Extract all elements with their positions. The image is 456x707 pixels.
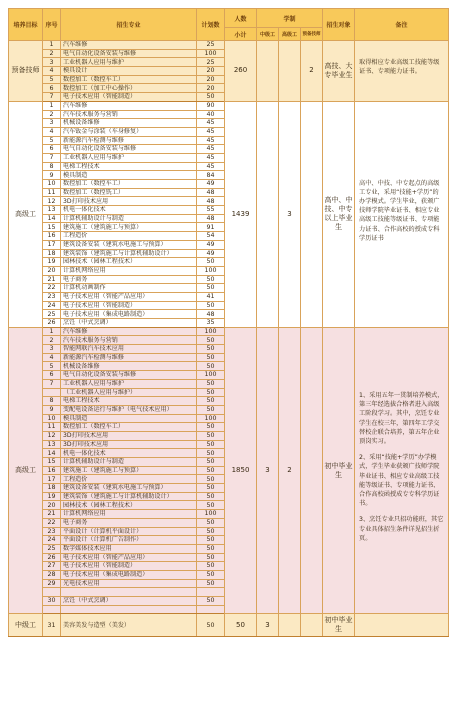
row-major: 机械设备维修 xyxy=(61,119,197,128)
row-major: 新能源汽车检测与维修 xyxy=(61,136,197,145)
row-plan: 100 xyxy=(197,49,225,58)
row-major: 汽车钣金与涂装（车身修复） xyxy=(61,127,197,136)
row-seq: 6 xyxy=(43,145,61,154)
section-sys-high: 3 xyxy=(279,101,301,327)
row-major: 电子技术应用（智能制造） xyxy=(61,301,197,310)
row-major: 汽车技术服务与营销 xyxy=(61,110,197,119)
row-major: 汽车维修 xyxy=(61,101,197,110)
section-sys-high xyxy=(279,41,301,102)
row-major: 建筑设备安装（建筑水电施工与预算） xyxy=(61,240,197,249)
row-major: 汽车技术服务与营销 xyxy=(61,336,197,345)
row-major: 电子技术应用（智能产品应用） xyxy=(61,553,197,562)
row-plan: 100 xyxy=(197,371,225,380)
row-seq: 3 xyxy=(43,119,61,128)
row-major: 电梯工程技术 xyxy=(61,162,197,171)
row-plan: 41 xyxy=(197,292,225,301)
row-seq: 26 xyxy=(43,553,61,562)
row-seq: 10 xyxy=(43,414,61,423)
section-sys-high xyxy=(279,614,301,637)
row-major xyxy=(61,588,197,597)
section-sys-pre: 2 xyxy=(301,41,323,102)
header-major: 招生专业 xyxy=(61,9,197,41)
section-remark xyxy=(355,614,449,637)
row-seq: 29 xyxy=(43,579,61,588)
row-seq: 1 xyxy=(43,101,61,110)
row-major: 建筑装饰（建筑施工与计算机辅助设计） xyxy=(61,249,197,258)
row-seq: 20 xyxy=(43,266,61,275)
row-plan: 50 xyxy=(197,397,225,406)
row-major: 建筑施工（建筑施工与预算） xyxy=(61,223,197,232)
row-major: 电气自动化设备安装与维修 xyxy=(61,145,197,154)
row-plan: 55 xyxy=(197,206,225,215)
row-seq: 14 xyxy=(43,449,61,458)
row-plan: 45 xyxy=(197,153,225,162)
row-major: 工业机器人应用与维护 xyxy=(61,58,197,67)
row-seq: 18 xyxy=(43,484,61,493)
remark-paragraph: 取得相应专业高级工技能等级证书、专项能力证书。 xyxy=(359,59,440,76)
row-seq: 23 xyxy=(43,527,61,536)
row-major: 模具制造 xyxy=(61,171,197,180)
table-body xyxy=(9,41,449,637)
row-seq: 10 xyxy=(43,180,61,189)
row-plan: 48 xyxy=(197,310,225,319)
row-seq: 5 xyxy=(43,136,61,145)
row-major: 数控加工（数控车工） xyxy=(61,180,197,189)
row-major: 电子技术应用（智能制造） xyxy=(61,562,197,571)
row-major: 电子技术应用（集成电路制造） xyxy=(61,570,197,579)
row-plan: 50 xyxy=(197,458,225,467)
section-remark xyxy=(355,41,449,102)
row-seq: 2 xyxy=(43,110,61,119)
row-major: 电气自动化设备安装与维修 xyxy=(61,49,197,58)
row-plan: 49 xyxy=(197,240,225,249)
row-seq: 25 xyxy=(43,310,61,319)
row-major: 电子商务 xyxy=(61,518,197,527)
row-seq: 3 xyxy=(43,58,61,67)
row-plan: 100 xyxy=(197,327,225,336)
row-major: 数控加工（数控铣工） xyxy=(61,188,197,197)
row-seq xyxy=(43,605,61,614)
row-plan: 100 xyxy=(197,266,225,275)
row-major: 电子技术应用（智能制造） xyxy=(61,93,197,102)
section-sys-high: 2 xyxy=(279,327,301,614)
row-major: 计算机网络应用 xyxy=(61,266,197,275)
row-seq: 30 xyxy=(43,597,61,606)
row-seq: 12 xyxy=(43,197,61,206)
header-remark: 备注 xyxy=(355,9,449,41)
row-seq: 13 xyxy=(43,440,61,449)
row-major: 计算机辅助设计与制造 xyxy=(61,458,197,467)
row-plan: 48 xyxy=(197,214,225,223)
row-plan: 50 xyxy=(197,570,225,579)
section-target: 预备技师 xyxy=(9,41,43,102)
remark-paragraph: 2、采用“技能+学历”办学模式，学生毕业获颁广技师学院毕业证书、相应专业高级工技能等级证书、专项能力证书、合作高校函授成专专科学历证书。 xyxy=(359,454,440,508)
enrollment-table-wrapper xyxy=(8,8,448,637)
row-plan: 50 xyxy=(197,527,225,536)
section-sys-pre xyxy=(301,101,323,327)
row-plan xyxy=(197,605,225,614)
row-plan: 50 xyxy=(197,301,225,310)
section-object: 初中毕业生 xyxy=(323,614,355,637)
table-row xyxy=(9,101,449,110)
row-major xyxy=(61,605,197,614)
row-major: 计算机网络应用 xyxy=(61,510,197,519)
row-seq: 18 xyxy=(43,249,61,258)
section-sys-mid xyxy=(257,101,279,327)
row-major: 机电一体化技术 xyxy=(61,206,197,215)
row-seq: 3 xyxy=(43,345,61,354)
row-plan: 20 xyxy=(197,75,225,84)
row-plan: 90 xyxy=(197,101,225,110)
row-plan: 45 xyxy=(197,145,225,154)
row-plan: 45 xyxy=(197,136,225,145)
row-seq: 15 xyxy=(43,458,61,467)
row-seq: 22 xyxy=(43,284,61,293)
row-major: 模具设计 xyxy=(61,67,197,76)
header-plan: 计划数 xyxy=(197,9,225,41)
row-plan: 50 xyxy=(197,544,225,553)
row-major: 平面设计（计算机平面设计） xyxy=(61,527,197,536)
row-seq: 5 xyxy=(43,362,61,371)
row-seq: 4 xyxy=(43,127,61,136)
row-plan: 50 xyxy=(197,475,225,484)
header-system: 学制 xyxy=(257,9,323,28)
section-remark xyxy=(355,327,449,614)
row-major: 模具制造 xyxy=(61,414,197,423)
row-seq: 6 xyxy=(43,371,61,380)
row-plan: 40 xyxy=(197,110,225,119)
row-seq: 24 xyxy=(43,536,61,545)
row-major: 园林技术（园林工程技术） xyxy=(61,258,197,267)
section-total: 1439 xyxy=(225,101,257,327)
header-object: 招生对象 xyxy=(323,9,355,41)
section-target: 高级工 xyxy=(9,327,43,614)
row-major: 数控加工（数控车工） xyxy=(61,423,197,432)
row-seq xyxy=(43,588,61,597)
row-plan: 48 xyxy=(197,188,225,197)
row-major: 机电一体化技术 xyxy=(61,449,197,458)
row-plan: 20 xyxy=(197,67,225,76)
row-major: （工业机器人应用与维护） xyxy=(61,388,197,397)
row-seq: 11 xyxy=(43,188,61,197)
row-plan: 50 xyxy=(197,518,225,527)
row-plan: 20 xyxy=(197,84,225,93)
row-major: 汽车维修 xyxy=(61,327,197,336)
row-seq: 27 xyxy=(43,562,61,571)
row-major: 3D打印技术应用 xyxy=(61,197,197,206)
row-major: 园林技术（园林工程技术） xyxy=(61,501,197,510)
row-plan: 50 xyxy=(197,284,225,293)
row-seq: 1 xyxy=(43,41,61,50)
row-seq: 31 xyxy=(43,614,61,637)
table-row xyxy=(9,614,449,637)
row-seq: 16 xyxy=(43,232,61,241)
row-seq: 7 xyxy=(43,93,61,102)
row-plan: 50 xyxy=(197,501,225,510)
enrollment-plan-table xyxy=(8,8,449,637)
row-major: 3D打印技术应用 xyxy=(61,431,197,440)
row-seq: 13 xyxy=(43,206,61,215)
section-target: 高级工 xyxy=(9,101,43,327)
row-major: 电子技术应用（集成电路制造） xyxy=(61,310,197,319)
header-row-1 xyxy=(9,9,449,28)
row-plan: 49 xyxy=(197,180,225,189)
row-major: 烹饪（中式烹调） xyxy=(61,597,197,606)
row-major: 工业机器人应用与维护 xyxy=(61,379,197,388)
row-major: 计算机动画制作 xyxy=(61,284,197,293)
section-object: 高中、中技、中专以上毕业生 xyxy=(323,101,355,327)
row-seq: 15 xyxy=(43,223,61,232)
row-seq: 21 xyxy=(43,275,61,284)
header-total-top: 人数 xyxy=(225,9,257,28)
row-major: 计算机辅助设计与制造 xyxy=(61,214,197,223)
row-plan: 50 xyxy=(197,258,225,267)
row-plan: 25 xyxy=(197,58,225,67)
row-major: 3D打印技术应用 xyxy=(61,440,197,449)
row-seq: 26 xyxy=(43,319,61,328)
row-plan: 91 xyxy=(197,223,225,232)
row-major: 数控加工（加工中心操作） xyxy=(61,84,197,93)
row-major: 机械设备维修 xyxy=(61,362,197,371)
row-plan: 50 xyxy=(197,353,225,362)
section-target: 中级工 xyxy=(9,614,43,637)
row-plan: 50 xyxy=(197,536,225,545)
row-plan: 100 xyxy=(197,510,225,519)
row-plan: 50 xyxy=(197,336,225,345)
section-object: 高技、大专毕业生 xyxy=(323,41,355,102)
row-plan: 50 xyxy=(197,423,225,432)
row-seq: 12 xyxy=(43,431,61,440)
row-seq: 19 xyxy=(43,492,61,501)
row-seq: 7 xyxy=(43,379,61,388)
row-plan: 100 xyxy=(197,414,225,423)
row-major: 电子技术应用（智能产品应用） xyxy=(61,292,197,301)
row-seq: 17 xyxy=(43,240,61,249)
row-plan: 50 xyxy=(197,388,225,397)
row-plan: 50 xyxy=(197,345,225,354)
section-sys-mid: 3 xyxy=(257,614,279,637)
row-major: 数字媒体技术应用 xyxy=(61,544,197,553)
row-major: 智能网联汽车技术应用 xyxy=(61,345,197,354)
row-major: 美容美发与造型（美发） xyxy=(61,614,197,637)
row-plan: 25 xyxy=(197,41,225,50)
row-major: 电气自动化设备安装与维修 xyxy=(61,371,197,380)
section-remark xyxy=(355,101,449,327)
row-plan: 50 xyxy=(197,492,225,501)
row-seq xyxy=(43,388,61,397)
row-plan: 50 xyxy=(197,449,225,458)
row-major: 汽车维修 xyxy=(61,41,197,50)
row-plan: 50 xyxy=(197,562,225,571)
row-major: 建筑装饰（建筑施工与计算机辅助设计） xyxy=(61,492,197,501)
section-total: 260 xyxy=(225,41,257,102)
row-seq: 23 xyxy=(43,292,61,301)
row-plan: 50 xyxy=(197,362,225,371)
section-sys-mid xyxy=(257,41,279,102)
row-plan: 50 xyxy=(197,466,225,475)
row-seq: 9 xyxy=(43,171,61,180)
row-major: 建筑施工（建筑施工与预算） xyxy=(61,466,197,475)
row-major: 电子商务 xyxy=(61,275,197,284)
row-plan: 50 xyxy=(197,93,225,102)
row-major: 建筑设备安装（建筑水电施工与预算） xyxy=(61,484,197,493)
header-sys-mid: 中级工 xyxy=(257,28,279,41)
row-seq: 9 xyxy=(43,405,61,414)
section-total: 50 xyxy=(225,614,257,637)
row-plan: 54 xyxy=(197,232,225,241)
row-major: 工业机器人应用与维护 xyxy=(61,153,197,162)
header-sys-pre: 预备技师 xyxy=(301,28,323,41)
row-plan: 50 xyxy=(197,405,225,414)
row-seq: 19 xyxy=(43,258,61,267)
header-total-bottom: 小计 xyxy=(225,28,257,41)
row-major: 平面设计（计算机广告制作） xyxy=(61,536,197,545)
row-major: 工程造价 xyxy=(61,475,197,484)
row-major: 新能源汽车检测与维修 xyxy=(61,353,197,362)
table-row xyxy=(9,327,449,336)
row-plan: 50 xyxy=(197,597,225,606)
row-seq: 7 xyxy=(43,153,61,162)
row-seq: 24 xyxy=(43,301,61,310)
row-major: 烹饪（中式烹调） xyxy=(61,319,197,328)
section-sys-pre xyxy=(301,614,323,637)
remark-paragraph: 1、采用五年一贯制培养模式，第三年经选拔合格者进入高级工阶段学习。其中，烹饪专业学生在校三年，第四年工学交替校企联合培养，第五年企业顶岗实习。 xyxy=(359,392,444,446)
remark-paragraph: 3、烹饪专业只招功能班，其它专业具体招生条件详见招生折页。 xyxy=(359,516,444,542)
row-plan: 50 xyxy=(197,275,225,284)
row-plan xyxy=(197,588,225,597)
row-plan: 50 xyxy=(197,579,225,588)
row-seq: 25 xyxy=(43,544,61,553)
section-sys-pre xyxy=(301,327,323,614)
row-seq: 16 xyxy=(43,466,61,475)
row-seq: 1 xyxy=(43,327,61,336)
row-seq: 5 xyxy=(43,75,61,84)
row-seq: 14 xyxy=(43,214,61,223)
row-plan: 48 xyxy=(197,197,225,206)
row-seq: 28 xyxy=(43,570,61,579)
row-plan: 50 xyxy=(197,379,225,388)
row-seq: 6 xyxy=(43,84,61,93)
row-seq: 22 xyxy=(43,518,61,527)
section-total: 1850 xyxy=(225,327,257,614)
row-plan: 50 xyxy=(197,440,225,449)
header-seq: 序号 xyxy=(43,9,61,41)
row-major: 光电技术应用 xyxy=(61,579,197,588)
row-major: 数控加工（数控车工） xyxy=(61,75,197,84)
row-plan: 45 xyxy=(197,162,225,171)
row-plan: 84 xyxy=(197,171,225,180)
row-seq: 11 xyxy=(43,423,61,432)
header-target: 培养目标 xyxy=(9,9,43,41)
row-plan: 50 xyxy=(197,484,225,493)
row-seq: 20 xyxy=(43,501,61,510)
row-seq: 8 xyxy=(43,162,61,171)
header-sys-high: 高级工 xyxy=(279,28,301,41)
row-plan: 50 xyxy=(197,553,225,562)
row-plan: 35 xyxy=(197,319,225,328)
row-seq: 2 xyxy=(43,49,61,58)
row-major: 电梯工程技术 xyxy=(61,397,197,406)
row-plan: 45 xyxy=(197,127,225,136)
row-seq: 4 xyxy=(43,353,61,362)
row-seq: 8 xyxy=(43,397,61,406)
row-plan: 45 xyxy=(197,119,225,128)
row-major: 变配电设备运行与维护（电气技术应用） xyxy=(61,405,197,414)
row-plan: 50 xyxy=(197,614,225,637)
remark-paragraph: 高中、中技、中专起点的高级工专业，采用“技能+学历”的办学模式。学生毕业，获颁广技师学院毕业证书、相应专业高级工技能等级证书、专项能力证书、合作高校的授成专科学历证书 xyxy=(359,179,440,242)
row-seq: 4 xyxy=(43,67,61,76)
row-seq: 2 xyxy=(43,336,61,345)
row-plan: 50 xyxy=(197,431,225,440)
row-seq: 17 xyxy=(43,475,61,484)
table-row xyxy=(9,41,449,50)
row-seq: 21 xyxy=(43,510,61,519)
row-major: 工程造价 xyxy=(61,232,197,241)
section-object: 初中毕业生 xyxy=(323,327,355,614)
section-sys-mid: 3 xyxy=(257,327,279,614)
row-plan: 49 xyxy=(197,249,225,258)
